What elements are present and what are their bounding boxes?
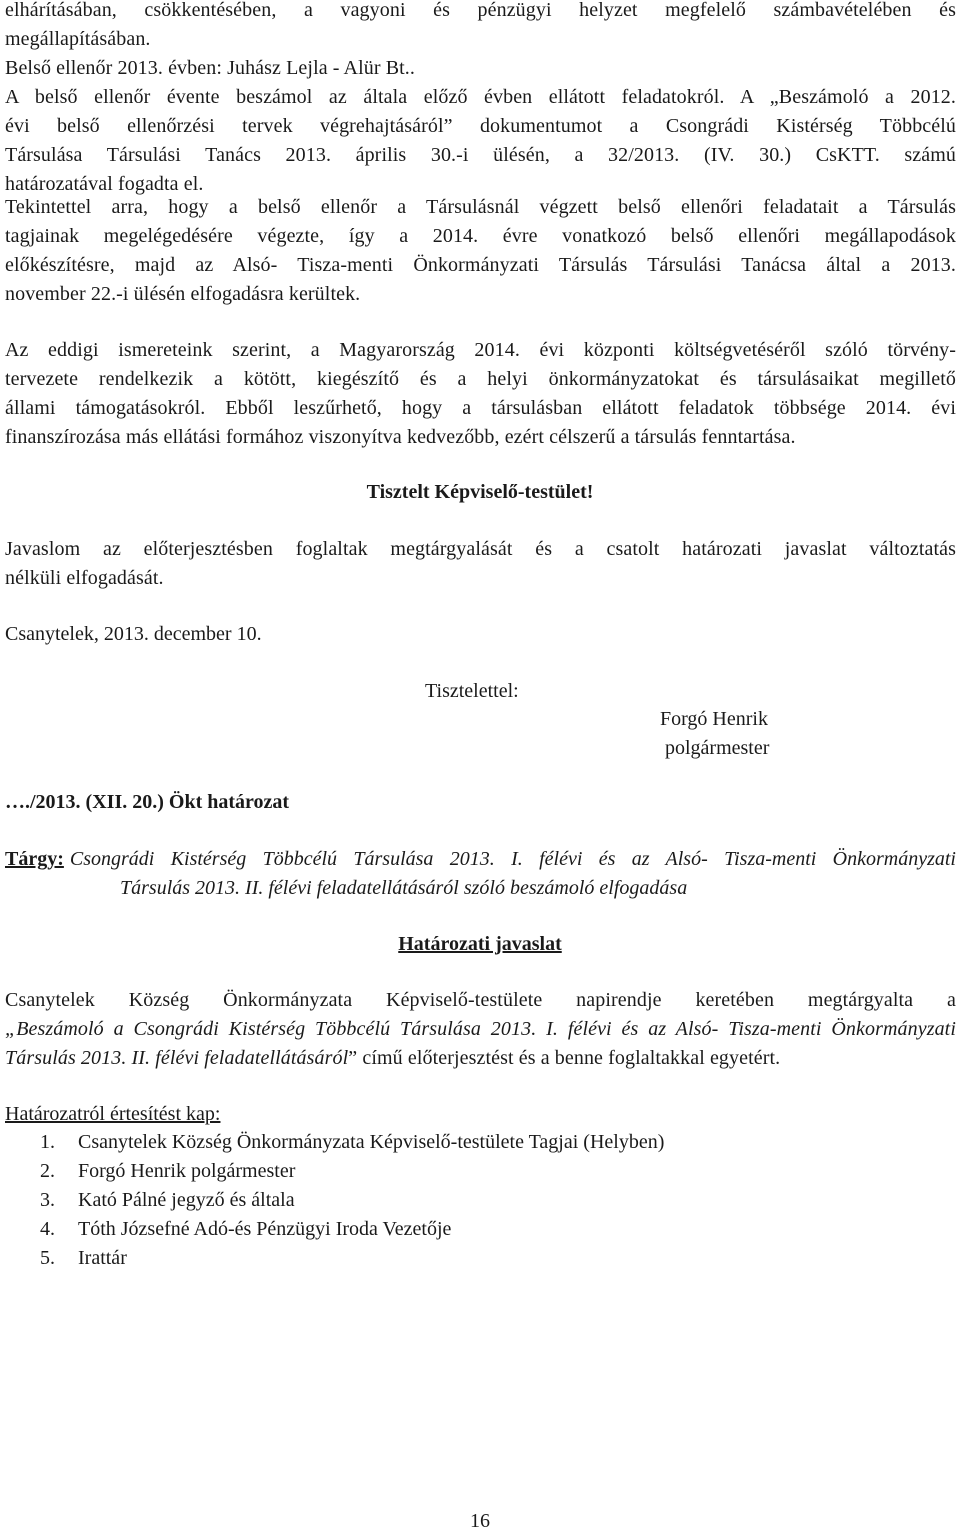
text-line xyxy=(5,1044,956,1073)
signer-title: polgármester xyxy=(665,737,770,759)
text-line: tervezete rendelkezik a kötött, kiegészítő és a helyi önkormányzatokat és társulásaikat megillető xyxy=(5,368,956,390)
place-date: Csanytelek, 2013. december 10. xyxy=(5,623,262,645)
salutation: Tisztelt Képviselő-testület! xyxy=(366,481,594,503)
text-line: „Beszámoló a Csongrádi Kistérség Többcélú Társulása 2013. I. félévi és az Alsó- Tisza-menti Önkormányzati xyxy=(5,1018,956,1040)
list-item: 3. Kató Pálné jegyző és általa xyxy=(40,1189,295,1211)
proposal-heading: Határozati javaslat xyxy=(398,933,562,955)
text-line: állami támogatásokról. Ebből leszűrhető, hogy a társulásban ellátott feladatok többsége 2014. évi xyxy=(5,397,956,419)
text-line: megállapításában. xyxy=(5,28,151,50)
subject-line: Csongrádi Kistérség Többcélú Társulása 2013. I. félévi és az Alsó- Tisza-menti Önkormányzati xyxy=(69,848,956,870)
text-line: Csanytelek Község Önkormányzata Képviselő-testülete napirendje keretében megtárgyalta a xyxy=(5,989,956,1011)
list-item: 1. Csanytelek Község Önkormányzata Képviselő-testülete Tagjai (Helyben) xyxy=(40,1131,665,1153)
text-italic: Társulás 2013. II. félévi feladatellátásáról xyxy=(5,1047,349,1069)
paragraph-budget xyxy=(5,336,956,452)
notify-heading: Határozatról értesítést kap: xyxy=(5,1103,221,1125)
paragraph-internal-control xyxy=(5,0,956,199)
subject-label: Tárgy: xyxy=(5,848,64,870)
text-line: november 22.-i ülésén elfogadásra kerültek. xyxy=(5,283,361,305)
text-line: Javaslom az előterjesztésben foglaltak megtárgyalását és a csatolt határozati javaslat változtatás xyxy=(5,538,956,560)
text-line: elhárításában, csökkentésében, a vagyoni és pénzügyi helyzet megfelelő számbavételében és xyxy=(5,0,956,21)
paragraph-recommendation xyxy=(5,535,956,593)
text-line: tagjainak megelégedésére végezte, így a 2014. évre vonatkozó belső ellenőri megállapodások xyxy=(5,225,956,247)
text-line: Belső ellenőr 2013. évben: Juhász Lejla - Alür Bt.. xyxy=(5,57,416,79)
page-number: 16 xyxy=(470,1510,490,1532)
list-item: 2. Forgó Henrik polgármester xyxy=(40,1160,296,1182)
text-line: finanszírozása más ellátási formához viszonyítva kedvezőbb, ezért célszerű a társulás fenntartása. xyxy=(5,426,796,448)
resolution-number: …./2013. (XII. 20.) Ökt határozat xyxy=(5,791,290,813)
text-line: Társulása Társulási Tanács 2013. április 30.-i ülésén, a 32/2013. (IV. 30.) CsKTT. számú xyxy=(5,144,956,166)
text-line: határozatával fogadta el. xyxy=(5,173,204,195)
text-line: előkészítésre, majd az Alsó- Tisza-menti Önkormányzati Társulás Társulási Tanácsa által a 2013. xyxy=(5,254,956,276)
text-line: A belső ellenőr évente beszámol az általa előző évben ellátott feladatokról. A „Beszámoló a 2012. xyxy=(5,86,956,108)
paragraph-resolution xyxy=(5,986,956,1073)
signer-name: Forgó Henrik xyxy=(660,708,768,730)
text-line: nélküli elfogadását. xyxy=(5,567,164,589)
notify-list xyxy=(40,1128,664,1273)
list-item: 4. Tóth Józsefné Adó-és Pénzügyi Iroda Vezetője xyxy=(40,1218,452,1240)
closing: Tisztelettel: xyxy=(425,680,519,702)
text-line: évi belső ellenőrzési tervek végrehajtásáról” dokumentumot a Csongrádi Kistérség Többcélú xyxy=(5,115,956,137)
subject-line: Társulás 2013. II. félévi feladatellátásáról szóló beszámoló elfogadása xyxy=(120,877,688,899)
text-line: Az eddigi ismereteink szerint, a Magyarország 2014. évi központi költségvetéséről szóló törvény- xyxy=(5,339,956,361)
text-normal: ” című előterjesztést és a benne foglaltakkal egyetért. xyxy=(348,1047,781,1069)
subject-block xyxy=(5,845,956,903)
list-item: 5. Irattár xyxy=(40,1247,127,1269)
paragraph-agreements xyxy=(5,193,956,309)
text-line: Tekintettel arra, hogy a belső ellenőr a Társulásnál végzett belső ellenőri feladatait a Társulás xyxy=(5,196,956,218)
